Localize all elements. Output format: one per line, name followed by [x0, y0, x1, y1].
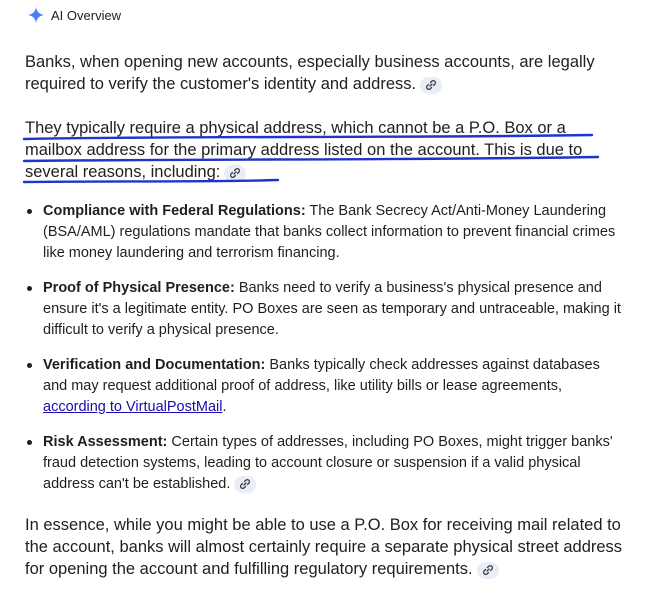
list-item: [26, 201, 626, 264]
link-icon: [425, 79, 437, 91]
bullet-text: The Bank Secrecy Act/Anti-Money Laundering (BSA/AML) regulations mandate that banks collect information to prevent financial crimes like money laundering and terrorism financing.: [43, 203, 616, 261]
bullet-text: Banks need to verify a business's physical presence and ensure it's a legitimate entity. PO Boxes are seen as temporary and untraceable, making it difficult to verify a physical presence.: [43, 280, 621, 338]
intro-paragraph: [25, 51, 625, 95]
bullet-dot: [27, 209, 32, 214]
highlighted-paragraph: [25, 117, 625, 183]
bullet-title: Compliance with Federal Regulations:: [43, 203, 306, 219]
citation-link-button[interactable]: [420, 77, 442, 94]
bullet-dot: [27, 440, 32, 445]
bullet-text: Banks typically check addresses against databases and may request additional proof of address, like utility bills or lease agreements,: [43, 357, 600, 394]
list-item: [26, 432, 626, 495]
link-icon: [239, 478, 251, 490]
ai-overview-header: [27, 5, 121, 25]
source-link-virtualpostmail[interactable]: according to VirtualPostMail: [43, 399, 223, 415]
bullet-dot: [27, 363, 32, 368]
bullet-text: Certain types of addresses, including PO Boxes, might trigger banks' fraud detection systems, leading to account closure or suspension if a valid physical address can't be established.: [43, 434, 613, 492]
gemini-sparkle-icon: [27, 6, 45, 24]
citation-link-button[interactable]: [224, 165, 246, 182]
link-icon: [482, 564, 494, 576]
link-icon: [229, 167, 241, 179]
citation-link-button[interactable]: [477, 562, 499, 579]
highlighted-text: They typically require a physical address, which cannot be a P.O. Box or a mailbox address for the primary address listed on the account. This is due to several reasons, including:: [25, 119, 583, 181]
bullet-title: Verification and Documentation:: [43, 357, 266, 373]
bullet-title: Risk Assessment:: [43, 434, 168, 450]
list-item: [26, 278, 626, 341]
bullet-dot: [27, 286, 32, 291]
intro-text: Banks, when opening new accounts, especially business accounts, are legally required to verify the customer's identity and address.: [25, 53, 595, 93]
conclusion-paragraph: [25, 514, 625, 580]
ai-overview-title: AI Overview: [51, 7, 122, 23]
bullet-text-end: .: [222, 399, 227, 415]
conclusion-text: In essence, while you might be able to use a P.O. Box for receiving mail related to the account, banks will almost certainly require a separate physical street address for opening the account and fulfilling regulatory requirements.: [25, 516, 623, 578]
reasons-list: [26, 201, 626, 509]
bullet-title: Proof of Physical Presence:: [43, 280, 235, 296]
citation-link-button[interactable]: [234, 476, 256, 493]
list-item: [26, 355, 626, 418]
